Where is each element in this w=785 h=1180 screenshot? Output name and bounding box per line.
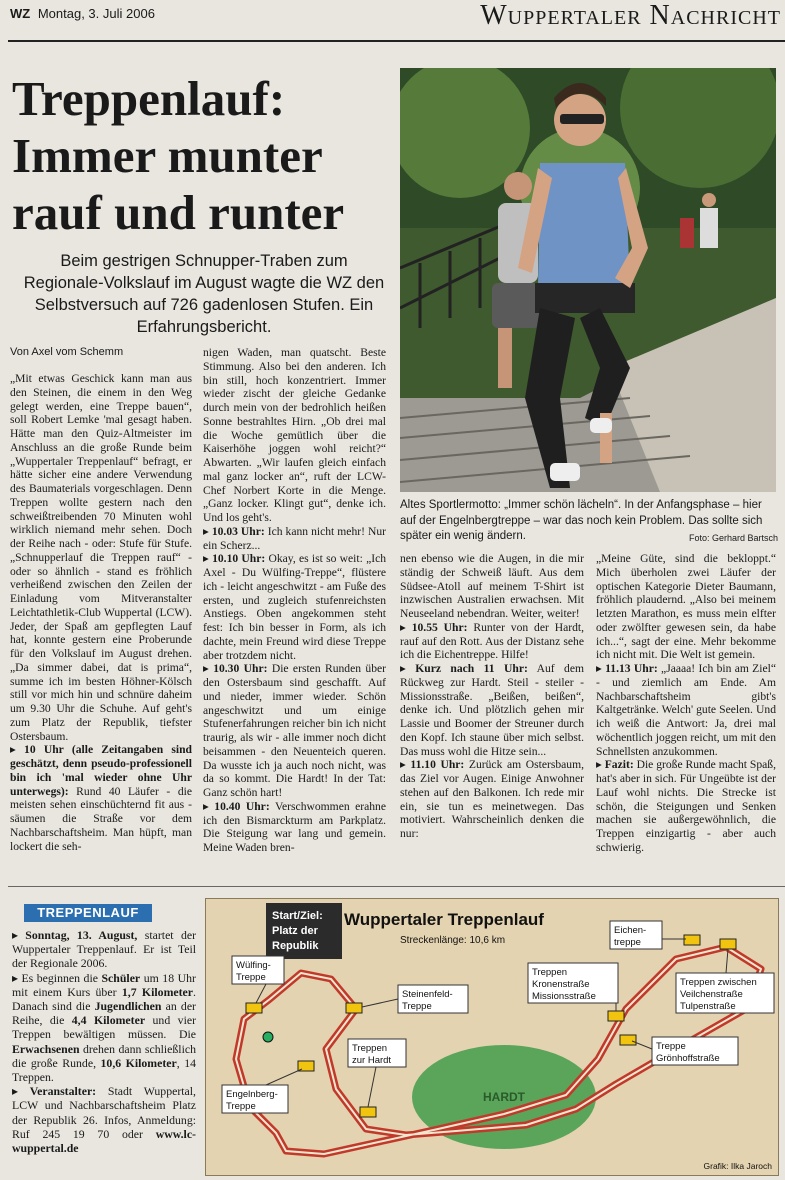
- issue-date: Montag, 3. Juli 2006: [37, 6, 155, 21]
- stair-marker: [346, 1003, 362, 1013]
- article-text: „Jaaaa! Ich bin am Ziel“ - und ziemlich am Ende. Am Nachbarschaftsheim gibt's Kaltgetränke. Welch' gute Seelen. Und ich weiß die Antwort: Ja, drei mal wöchentlich joggen reicht, um mit den Schnellsten anzukommen.: [596, 662, 777, 758]
- article-paragraph: ▸ 10.03 Uhr: Ich kann nicht mehr! Nur ein Scherz...: [203, 524, 387, 552]
- masthead-rule: [8, 40, 785, 42]
- map-label: Treppe: [402, 1001, 432, 1012]
- masthead-date: [10, 6, 155, 21]
- start-label: Platz der: [272, 925, 318, 937]
- infobox: [12, 928, 196, 1155]
- article-paragraph: ▸ 10 Uhr (alle Zeitangaben sind geschätzt, denn pseudo-professionell bin ich 'mal wieder ohne Uhr unterwegs): Rund 40 Läufer - die meisten sehen einschüchternd fit aus - säumen die Straße vor dem Nachbarschaftsheim. Man hüpft, man lockert die seh-: [10, 743, 192, 853]
- infobox-bold: Veranstalter:: [29, 1084, 97, 1099]
- article-text: „Mit etwas Geschick kann man aus den Steinen, die einem in den Weg gelegt werden, eine Treppe bauen“, soll Robert Lemke 'mal gesagt haben. Hätte man den Quiz-Altmeister im Anschluss an die große Runde beim „Wuppertaler Treppenlauf“ befragt, er hätte sicher eine andere Verwendung des Baumaterials vorgeschlagen. Denn Treppen wollte gestern nach den schweißtreibenden 70 Minuten wohl wirklich niemand mehr sehen. Doch der Reihe nach - oder: Stufe für Stufe. „Schnupperlauf die Treppen rauf“ - oder so ähnlich - stand es fröhlich verheißend zwischen den Zeilen der Einladung vom Mitveranstalter Leichtathletik-Club Wuppertal (LCW). Jeder, der Spaß am gepflegten Lauf hat, konnte gestern eine Proberunde für den Volkslauf im August drehen. „Da simmer dabei, dat is prima“, summe ich im besten Höhner-Kölsch still vor mich hin und schnüre daheim um 9.30 Uhr die Schuhe. Auf geht's zum Platz der Republik, tiefster Ostersbaum.: [10, 372, 192, 743]
- map-label: Wülfing-: [236, 960, 271, 971]
- infobox-text: Stadt Wuppertal, LCW und Nachbarschaftsheim Platz der Republik 26. Infos, Anmeldung: Ruf 245 19 70 oder: [12, 1084, 196, 1141]
- article-column-4: [596, 552, 776, 855]
- article-paragraph: ▸ 11.13 Uhr: „Jaaaa! Ich bin am Ziel“ - und ziemlich am Ende. Am Nachbarschaftsheim gibt's Kaltgetränke. Welch' gute Seelen. Und ich weiß die Antwort: Ja, drei mal wöchentlich joggen reicht, um mit den Schnellsten anzukommen.: [596, 662, 777, 758]
- start-label: Republik: [272, 940, 319, 952]
- time-marker: Kurz nach 11 Uhr:: [415, 662, 528, 675]
- infobox-bold: 1,7 Kilometer: [121, 984, 194, 999]
- infobox-bold: Schüler: [101, 970, 141, 985]
- time-marker: 11.13 Uhr:: [605, 662, 658, 675]
- headline-line: Treppenlauf:: [12, 71, 286, 126]
- infobox-text: drehen dann schließlich die große Runde,: [12, 1041, 196, 1070]
- photo-caption: [400, 498, 778, 547]
- time-marker: Fazit:: [604, 758, 634, 772]
- article-column-1: [10, 372, 192, 853]
- time-marker: 10.40 Uhr:: [214, 799, 270, 813]
- article-text: „Meine Güte, sind die bekloppt.“ Mich überholen zwei Läufer der optischen Kategorie Dieter Baumann, fröhlich plaudernd. „Also bei meinem letzten Marathon, es muss mein elfter oder zwölfter gewesen sein, da habe ich...“, sagt der eine. Mehr bekomme ich nicht mit. Die Welt ist gemein.: [596, 552, 776, 662]
- infobox-bold: Sonntag, 13. August,: [25, 928, 138, 942]
- start-marker: [263, 1032, 273, 1042]
- article-text: nigen Waden, man quatscht. Beste Stimmung. Also bei den anderen. Ich bin still, hoch konzentriert. Immer wieder zischt der gleiche Gedanke durch mein von der bedrohlich heißen Sonne bestrahltes Hirn. „Ob drei mal die Woche gemütlich über die Kaiserhöhe joggen wohl reicht?“ Abwarten. „Wir laufen gleich einfach mal ganz locker an“, ruft der LCW-Chef Norbert Korte in die Menge. „Ganz locker. Klingt gut“, denke ich. Und los geht's.: [203, 346, 386, 524]
- article-column-3: [400, 552, 584, 841]
- map-label: Steinenfeld-: [402, 989, 453, 1000]
- article-text: Auf dem Rückweg zur Hardt. Steil - steiler - Missionsstraße. „Beißen, beißen“, denke ich. Und plötzlich gehen mir Lassie und Boomer der Streuner durch den Kopf. Ich staune über mich selbst. Das muss wohl die Hitze sein...: [400, 662, 585, 758]
- runner-photo-illustration: [400, 68, 776, 492]
- map-label: Eichen-: [614, 925, 647, 936]
- article-paragraph: ▸ 10.10 Uhr: Okay, es ist so weit: „Ich Axel - Du Wülfing-Treppe“, flüstere ich - leicht angeschwitzt - am Fuße des ersten, und zugleich stufenreichsten Anstiegs. Oben angekommen steht fest: Ich bin besser in Form, als ich dachte, mein Freund wird diese Treppe aber trotzdem nicht.: [203, 552, 387, 662]
- map-label: Grönhoffstraße: [656, 1053, 720, 1064]
- time-marker: 11.10 Uhr:: [410, 758, 465, 772]
- article-paragraph: ▸ Kurz nach 11 Uhr: Auf dem Rückweg zur Hardt. Steil - steiler - Missionsstraße. „Beißen, beißen“, denke ich. Und plötzlich gehen mir Lassie und Boomer der Streuner durch den Kopf. Ich staune über mich selbst. Das muss wohl die Hitze sein...: [400, 662, 585, 758]
- infobox-text: , 14 Treppen.: [12, 1055, 196, 1085]
- photo-credit: Foto: Gerhard Bartsch: [688, 533, 778, 543]
- article-paragraph: ▸ 10.55 Uhr: Runter von der Hardt, rauf auf den Rott. Aus der Distanz sehe ich die Eichentreppe. Hilfe!: [400, 620, 585, 662]
- map-label: Treppen zwischen: [680, 977, 757, 988]
- map-label: Treppe: [236, 972, 266, 983]
- paper-name: Wuppertaler Nachricht: [480, 0, 781, 31]
- start-label: Start/Ziel:: [272, 910, 323, 922]
- article-paragraph: ▸ 11.10 Uhr: Zurück am Ostersbaum, das Ziel vor Augen. Einige Anwohner stehen auf den Balkonen. Ich rede mir ein, sie tun es meinetwegen. Das motiviert. Wahrscheinlich denken die nur:: [400, 758, 585, 840]
- article-paragraph: ▸ Fazit: Die große Runde macht Spaß, hat's aber in sich. Für Ungeübte ist der Lauf wohl nichts. Die Strecke ist schön, die Steigungen und Senken machen sie außergewöhnlich, die Treppen einzigartig - aber auch schwierig.: [596, 758, 776, 854]
- website-link[interactable]: www.lc-wuppertal.de: [12, 1126, 196, 1156]
- article-text: Zurück am Ostersbaum, das Ziel vor Augen. Einige Anwohner stehen auf den Balkonen. Ich rede mir ein, sie tun es meinetwegen. Das motiviert. Wahrscheinlich denken die nur:: [400, 758, 585, 840]
- stair-marker: [620, 1035, 636, 1045]
- map-credit: Grafik: Ilka Jaroch: [703, 1161, 772, 1171]
- section-divider: [8, 886, 785, 887]
- infobox-bold: Erwachsenen: [12, 1041, 80, 1056]
- lead-paragraph: Beim gestrigen Schnupper-Traben zum Regionale-Volkslauf im August wagte die WZ den Selbstversuch auf 726 gadenlosen Stufen. Ein Erfahrungsbericht.: [23, 252, 385, 336]
- headline-line: Immer munter: [12, 128, 323, 183]
- infobox-title: TREPPENLAUF: [24, 904, 152, 922]
- map-subtitle: Streckenlänge: 10,6 km: [400, 935, 506, 946]
- article-text: Okay, es ist so weit: „Ich Axel - Du Wülfing-Treppe“, flüstere ich - leicht angeschwitzt - am Fuße des ersten, und zugleich stufenreichsten Anstiegs. Oben angekommen steht fest: Ich bin besser in Form, als ich dachte, mein Freund wird diese Treppe aber trotzdem nicht.: [203, 552, 387, 662]
- map-label: Engelnberg-: [226, 1089, 278, 1100]
- map-label: Tulpenstraße: [680, 1001, 736, 1012]
- infobox-text: startet der Wuppertaler Treppenlauf. Er ist Teil der Regionale 2006.: [12, 928, 197, 971]
- article-text: Die ersten Runden über den Ostersbaum sind geschafft. Auf und nieder, immer wieder. Schön angeschwitzt und um einige Stufenerfahrungen reicher bin ich nicht traurig, als wir - alle immer noch dicht beisammen - den Neuenteich queren. Da wusste ich ja auch noch nicht, was da so kommt. Die Hardt! In der Tat: Ganz schön hart!: [203, 662, 387, 799]
- headline-line: rauf und runter: [12, 185, 345, 240]
- route-map: [205, 898, 779, 1176]
- map-label: Treppen: [532, 967, 568, 978]
- time-marker: 10.10 Uhr:: [212, 552, 266, 566]
- caption-text: Altes Sportlermotto: „Immer schön lächeln“. In der Anfangsphase – hier auf der Engelnbergtreppe – war das noch kein Problem. Das sollte sich später ein wenig ändern.: [400, 499, 763, 542]
- article-photo: [400, 68, 776, 492]
- article-text: Verschwommen erahne ich den Bismarckturm am Parkplatz. Die Steigung war lang und gemein. Meine Waden bren-: [203, 799, 387, 854]
- infobox-bold: 10,6 Kilometer: [100, 1055, 177, 1070]
- stair-marker: [684, 935, 700, 945]
- headline: [12, 70, 392, 241]
- map-label: Kronenstraße: [532, 979, 590, 990]
- article-text: Die große Runde macht Spaß, hat's aber in sich. Für Ungeübte ist der Lauf wohl nichts. Die Strecke ist schön, die Steigungen und Senken machen sie außergewöhnlich, die Treppen einzigartig - aber auch schwierig.: [596, 758, 776, 854]
- infobox-bold: Jugendlichen: [94, 999, 162, 1014]
- time-marker: 10.03 Uhr:: [211, 524, 265, 538]
- stair-marker: [246, 1003, 262, 1013]
- article-paragraph: ▸ 10.40 Uhr: Verschwommen erahne ich den Bismarckturm am Parkplatz. Die Steigung war lang und gemein. Meine Waden bren-: [203, 799, 387, 854]
- infobox-bold: 4,4 Kilometer: [71, 1013, 146, 1028]
- map-label: Treppe: [226, 1101, 256, 1112]
- time-marker: 10.55 Uhr:: [411, 620, 468, 634]
- time-marker: 10 Uhr (alle Zeitangaben sind geschätzt, denn pseudo-professionell bin ich 'mal wieder ohne Uhr unterwegs):: [10, 743, 192, 798]
- route-map-graphic: [206, 899, 778, 1175]
- map-label: treppe: [614, 937, 641, 948]
- infobox-paragraph: ▸ Sonntag, 13. August, startet der Wuppertaler Treppenlauf. Er ist Teil der Regionale 2006.: [12, 928, 197, 971]
- map-label: Missionsstraße: [532, 991, 596, 1002]
- map-label: Treppen: [352, 1043, 388, 1054]
- article-text: Rund 40 Läufer - die meisten sehen einschüchternd fit aus - säumen die Straße vor dem Nachbarschaftsheim. Man hüpft, man lockert die seh-: [10, 784, 192, 853]
- article-text: Runter von der Hardt, rauf auf den Rott. Aus der Distanz sehe ich die Eichentreppe. Hilfe!: [400, 620, 585, 662]
- time-marker: 10.30 Uhr:: [213, 662, 268, 676]
- infobox-text: an der Reihe, die: [12, 999, 196, 1028]
- stair-marker: [720, 939, 736, 949]
- article-text: nen ebenso wie die Augen, in die mir ständig der Schweiß läuft. Aus dem Südsee-Atoll auf meinem T-Shirt ist inzwischen Australien erwachsen. Mit Neuseeland nebendran. Weiter, weiter!: [400, 552, 584, 620]
- byline: Von Axel vom Schemm: [10, 346, 124, 358]
- infobox-text: um 18 Uhr mit einem Kurs über: [12, 970, 196, 999]
- article-column-2: [203, 346, 386, 855]
- map-label: Treppe: [656, 1041, 686, 1052]
- infobox-paragraph: ▸ Veranstalter: Stadt Wuppertal, LCW und Nachbarschaftsheim Platz der Republik 26. Infos, Anmeldung: Ruf 245 19 70 oder www.lc-wuppertal.de: [12, 1084, 196, 1156]
- infobox-text: Es beginnen die: [21, 970, 102, 985]
- infobox-text: . Danach sind die: [12, 984, 196, 1014]
- infobox-paragraph: ▸ Es beginnen die Schüler um 18 Uhr mit einem Kurs über 1,7 Kilometer. Danach sind die Jugendlichen an der Reihe, die 4,4 Kilometer und vier Treppen bewältigen müssen. Die Erwachsenen drehen dann schließlich die große Runde, 10,6 Kilometer, 14 Treppen.: [12, 970, 197, 1085]
- map-label: Veilchenstraße: [680, 989, 743, 1000]
- infobox-text: und vier Treppen bewältigen müssen. Die: [12, 1013, 197, 1042]
- article-paragraph: ▸ 10.30 Uhr: Die ersten Runden über den Ostersbaum sind geschafft. Auf und nieder, immer wieder. Schön angeschwitzt und um einige Stufenerfahrungen reicher bin ich nicht traurig, als wir - alle immer noch dicht beisammen - den Neuenteich queren. Da wusste ich ja auch noch nicht, was da so kommt. Die Hardt! In der Tat: Ganz schön hart!: [203, 662, 387, 799]
- stair-marker: [608, 1011, 624, 1021]
- paper-code: WZ: [10, 6, 31, 21]
- hardt-label: HARDT: [483, 1090, 525, 1104]
- map-title: Wuppertaler Treppenlauf: [344, 910, 544, 929]
- article-text: Ich kann nicht mehr! Nur ein Scherz...: [203, 524, 387, 552]
- stair-marker: [360, 1107, 376, 1117]
- map-label: zur Hardt: [352, 1055, 392, 1066]
